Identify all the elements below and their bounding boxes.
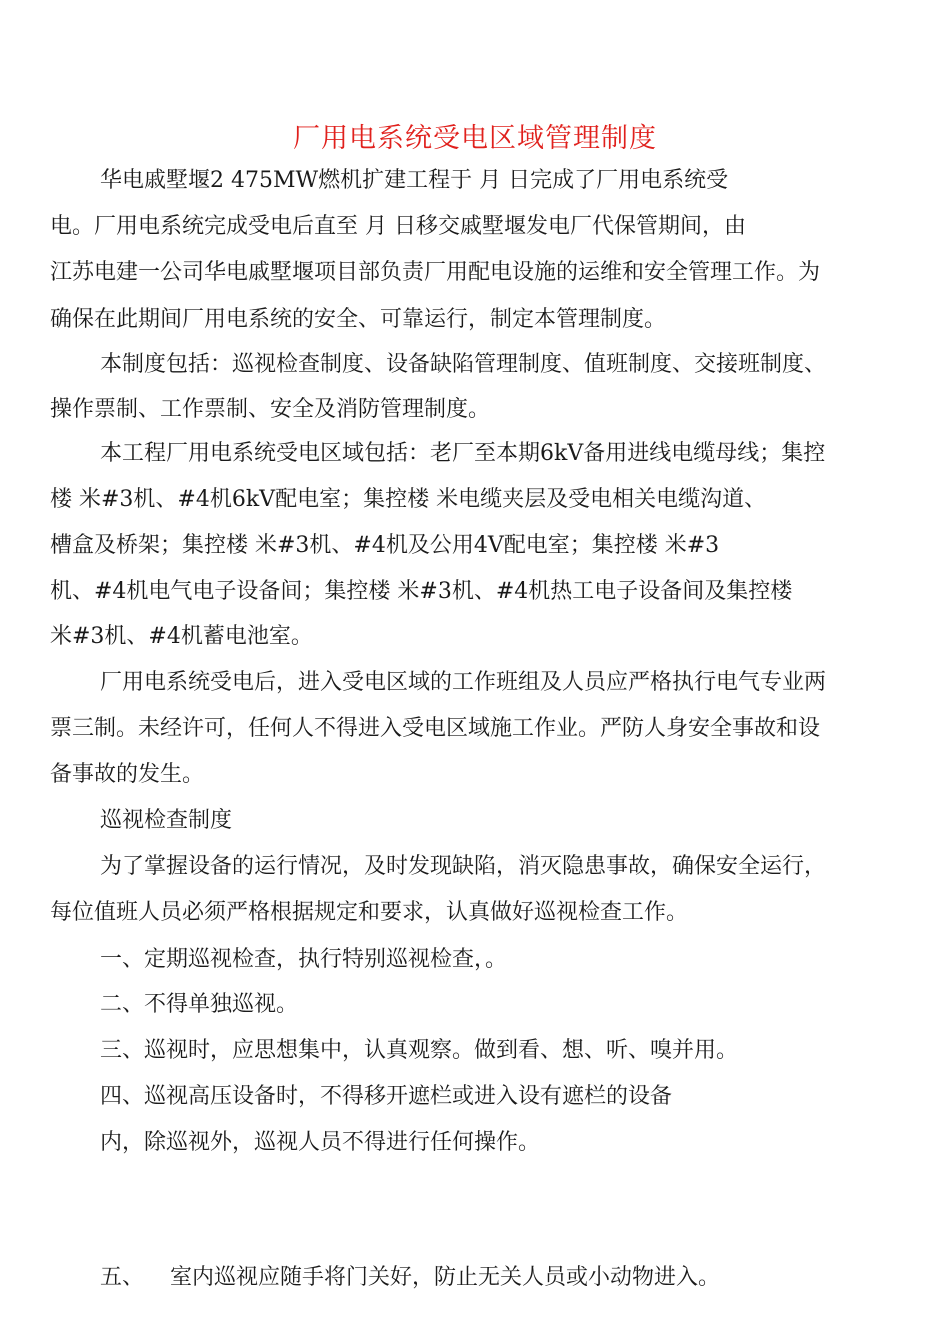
list-item: 一、定期巡视检查，执行特别巡视检查，。	[100, 947, 508, 972]
text-line: 为了掌握设备的运行情况，及时发现缺陷，消灭隐患事故，确保安全运行，	[100, 854, 827, 879]
text-line: 机、#4机电气电子设备间；集控楼 米#3机、#4机热工电子设备间及集控楼	[50, 579, 793, 604]
section-heading: 巡视检查制度	[100, 808, 233, 833]
list-item: 二、不得单独巡视。	[100, 992, 299, 1017]
text-line: 米#3机、#4机蓄电池室。	[50, 624, 313, 649]
text-line: 确保在此期间厂用电系统的安全、可靠运行，制定本管理制度。	[50, 307, 667, 332]
document-title: 厂用电系统受电区域管理制度	[293, 123, 657, 154]
text-line: 每位值班人员必须严格根据规定和要求，认真做好巡视检查工作。	[50, 900, 689, 925]
text-line: 操作票制、工作票制、安全及消防管理制度。	[50, 397, 491, 422]
list-item-five	[100, 1263, 720, 1293]
list-item: 四、巡视高压设备时，不得移开遮栏或进入设有遮栏的设备	[100, 1084, 673, 1109]
text-line: 槽盒及桥架；集控楼 米#3机、#4机及公用4V配电室；集控楼 米#3	[50, 533, 720, 558]
text-line: 备事故的发生。	[50, 762, 205, 787]
item-number: 五、	[100, 1265, 145, 1290]
list-item: 三、巡视时，应思想集中，认真观察。做到看、想、听、嗅并用。	[100, 1038, 739, 1063]
text-line: 本制度包括：巡视检查制度、设备缺陷管理制度、值班制度、交接班制度、	[100, 352, 827, 377]
text-line: 华电戚墅堰2 475MW燃机扩建工程于 月 日完成了厂用电系统受	[100, 168, 729, 193]
item-text: 室内巡视应随手将门关好，防止无关人员或小动物进入。	[170, 1265, 721, 1290]
text-line: 楼 米#3机、#4机6kV配电室；集控楼 米电缆夹层及受电相关电缆沟道、	[50, 487, 767, 512]
text-line: 票三制。未经许可，任何人不得进入受电区域施工作业。严防人身安全事故和设	[50, 716, 821, 741]
text-line: 江苏电建一公司华电戚墅堰项目部负责厂用配电设施的运维和安全管理工作。为	[50, 260, 821, 285]
text-line: 厂用电系统受电后，进入受电区域的工作班组及人员应严格执行电气专业两	[100, 670, 827, 695]
list-item: 内，除巡视外，巡视人员不得进行任何操作。	[100, 1130, 541, 1155]
text-line: 本工程厂用电系统受电区域包括：老厂至本期6kV备用进线电缆母线；集控	[100, 441, 826, 466]
text-line: 电。厂用电系统完成受电后直至 月 日移交戚墅堰发电厂代保管期间，由	[50, 214, 746, 239]
